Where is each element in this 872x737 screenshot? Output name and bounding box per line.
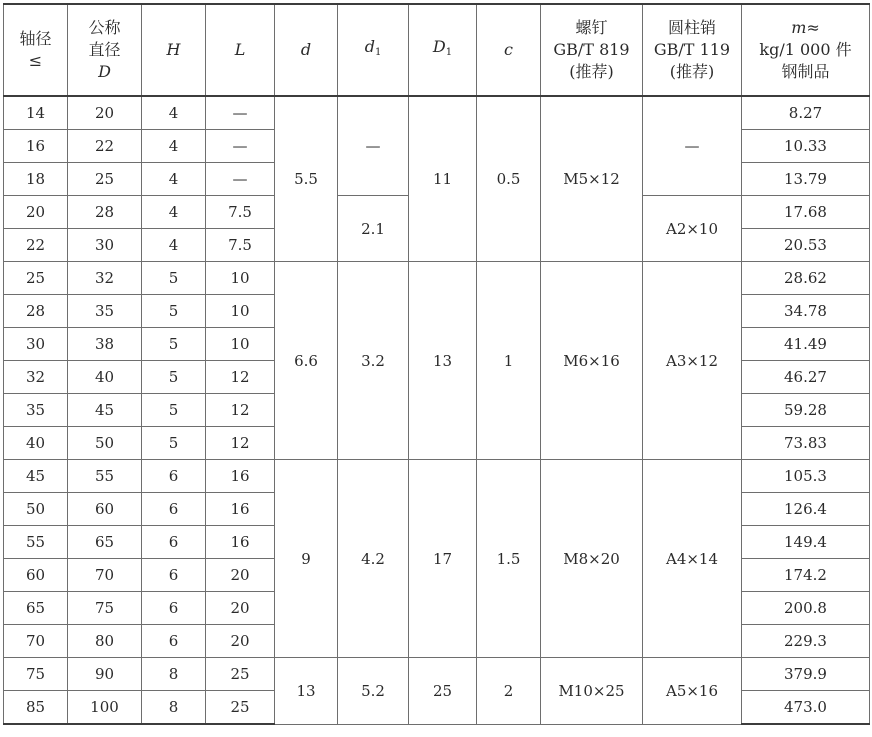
- cell-H: 5: [142, 328, 206, 361]
- cell-D1: 17: [409, 460, 477, 658]
- cell-L: 7.5: [206, 229, 275, 262]
- cell-nominal-D: 32: [68, 262, 142, 295]
- cell-H: 4: [142, 96, 206, 130]
- cell-shaft: 70: [4, 625, 68, 658]
- cell-screw: M10×25: [541, 658, 643, 725]
- cell-mass: 20.53: [742, 229, 870, 262]
- cell-pin: A3×12: [643, 262, 742, 460]
- cell-H: 4: [142, 196, 206, 229]
- cell-L: 20: [206, 625, 275, 658]
- cell-L: —: [206, 163, 275, 196]
- cell-nominal-D: 65: [68, 526, 142, 559]
- cell-pin: A4×14: [643, 460, 742, 658]
- cell-shaft: 30: [4, 328, 68, 361]
- cell-mass: 10.33: [742, 130, 870, 163]
- cell-screw: M5×12: [541, 96, 643, 262]
- cell-d: 6.6: [275, 262, 338, 460]
- cell-mass: 73.83: [742, 427, 870, 460]
- header-screw: 螺钉 GB/T 819 (推荐): [541, 4, 643, 96]
- cell-mass: 8.27: [742, 96, 870, 130]
- cell-mass: 126.4: [742, 493, 870, 526]
- cell-L: 25: [206, 691, 275, 725]
- cell-L: 20: [206, 559, 275, 592]
- cell-shaft: 60: [4, 559, 68, 592]
- cell-nominal-D: 28: [68, 196, 142, 229]
- cell-shaft: 85: [4, 691, 68, 725]
- cell-H: 6: [142, 526, 206, 559]
- cell-nominal-D: 40: [68, 361, 142, 394]
- header-D1: $D_1$: [409, 4, 477, 96]
- cell-nominal-D: 90: [68, 658, 142, 691]
- cell-nominal-D: 22: [68, 130, 142, 163]
- cell-L: 16: [206, 493, 275, 526]
- cell-d1: 4.2: [338, 460, 409, 658]
- table-row: [4, 460, 870, 493]
- cell-nominal-D: 80: [68, 625, 142, 658]
- cell-D1: 13: [409, 262, 477, 460]
- cell-shaft: 22: [4, 229, 68, 262]
- cell-mass: 28.62: [742, 262, 870, 295]
- cell-d1: 2.1: [338, 196, 409, 262]
- cell-pin: A2×10: [643, 196, 742, 262]
- header-H: H: [142, 4, 206, 96]
- cell-L: —: [206, 96, 275, 130]
- cell-mass: 13.79: [742, 163, 870, 196]
- cell-D1: 11: [409, 96, 477, 262]
- cell-c: 1: [477, 262, 541, 460]
- cell-H: 5: [142, 295, 206, 328]
- cell-H: 5: [142, 427, 206, 460]
- cell-nominal-D: 55: [68, 460, 142, 493]
- cell-d1: —: [338, 96, 409, 196]
- cell-H: 6: [142, 559, 206, 592]
- cell-L: 10: [206, 295, 275, 328]
- cell-L: 12: [206, 394, 275, 427]
- cell-L: 10: [206, 262, 275, 295]
- table-row: [4, 96, 870, 130]
- cell-mass: 473.0: [742, 691, 870, 725]
- cell-H: 6: [142, 493, 206, 526]
- cell-d: 13: [275, 658, 338, 725]
- cell-shaft: 14: [4, 96, 68, 130]
- cell-H: 5: [142, 361, 206, 394]
- cell-shaft: 50: [4, 493, 68, 526]
- cell-L: 16: [206, 526, 275, 559]
- cell-H: 5: [142, 262, 206, 295]
- cell-mass: 200.8: [742, 592, 870, 625]
- header-shaft-diameter: 轴径 ≤: [4, 4, 68, 96]
- cell-shaft: 28: [4, 295, 68, 328]
- cell-shaft: 55: [4, 526, 68, 559]
- cell-nominal-D: 38: [68, 328, 142, 361]
- cell-mass: 41.49: [742, 328, 870, 361]
- cell-nominal-D: 35: [68, 295, 142, 328]
- cell-mass: 34.78: [742, 295, 870, 328]
- header-nominal-diameter: 公称 直径 D: [68, 4, 142, 96]
- cell-shaft: 16: [4, 130, 68, 163]
- cell-H: 4: [142, 130, 206, 163]
- cell-nominal-D: 20: [68, 96, 142, 130]
- cell-mass: 379.9: [742, 658, 870, 691]
- cell-shaft: 65: [4, 592, 68, 625]
- cell-shaft: 20: [4, 196, 68, 229]
- cell-d1: 3.2: [338, 262, 409, 460]
- spec-table-container: [3, 3, 869, 725]
- cell-c: 2: [477, 658, 541, 725]
- cell-shaft: 18: [4, 163, 68, 196]
- cell-L: 12: [206, 361, 275, 394]
- cell-H: 8: [142, 658, 206, 691]
- header-c: c: [477, 4, 541, 96]
- cell-d: 5.5: [275, 96, 338, 262]
- header-d: d: [275, 4, 338, 96]
- cell-shaft: 40: [4, 427, 68, 460]
- cell-screw: M6×16: [541, 262, 643, 460]
- cell-H: 4: [142, 163, 206, 196]
- cell-pin: —: [643, 96, 742, 196]
- cell-L: —: [206, 130, 275, 163]
- cell-mass: 17.68: [742, 196, 870, 229]
- cell-shaft: 75: [4, 658, 68, 691]
- header-d1: $d_1$: [338, 4, 409, 96]
- cell-shaft: 25: [4, 262, 68, 295]
- cell-d1: 5.2: [338, 658, 409, 725]
- cell-nominal-D: 30: [68, 229, 142, 262]
- cell-mass: 59.28: [742, 394, 870, 427]
- cell-nominal-D: 100: [68, 691, 142, 725]
- cell-screw: M8×20: [541, 460, 643, 658]
- cell-nominal-D: 60: [68, 493, 142, 526]
- cell-L: 25: [206, 658, 275, 691]
- cell-mass: 46.27: [742, 361, 870, 394]
- cell-mass: 105.3: [742, 460, 870, 493]
- cell-L: 20: [206, 592, 275, 625]
- cell-H: 5: [142, 394, 206, 427]
- retaining-ring-spec-table: [3, 3, 870, 725]
- cell-L: 16: [206, 460, 275, 493]
- cell-mass: 174.2: [742, 559, 870, 592]
- header-row: [4, 4, 870, 96]
- header-L: L: [206, 4, 275, 96]
- cell-H: 6: [142, 460, 206, 493]
- cell-H: 8: [142, 691, 206, 725]
- cell-nominal-D: 50: [68, 427, 142, 460]
- cell-nominal-D: 75: [68, 592, 142, 625]
- table-row: [4, 658, 870, 691]
- cell-mass: 229.3: [742, 625, 870, 658]
- cell-nominal-D: 45: [68, 394, 142, 427]
- cell-c: 0.5: [477, 96, 541, 262]
- cell-L: 10: [206, 328, 275, 361]
- cell-nominal-D: 70: [68, 559, 142, 592]
- cell-H: 4: [142, 229, 206, 262]
- cell-pin: A5×16: [643, 658, 742, 725]
- cell-d: 9: [275, 460, 338, 658]
- cell-mass: 149.4: [742, 526, 870, 559]
- cell-H: 6: [142, 625, 206, 658]
- cell-D1: 25: [409, 658, 477, 725]
- header-mass: m≈ kg/1 000 件 钢制品: [742, 4, 870, 96]
- cell-nominal-D: 25: [68, 163, 142, 196]
- cell-shaft: 45: [4, 460, 68, 493]
- header-pin: 圆柱销 GB/T 119 (推荐): [643, 4, 742, 96]
- cell-H: 6: [142, 592, 206, 625]
- cell-shaft: 35: [4, 394, 68, 427]
- cell-shaft: 32: [4, 361, 68, 394]
- table-row: [4, 262, 870, 295]
- cell-c: 1.5: [477, 460, 541, 658]
- cell-L: 12: [206, 427, 275, 460]
- cell-L: 7.5: [206, 196, 275, 229]
